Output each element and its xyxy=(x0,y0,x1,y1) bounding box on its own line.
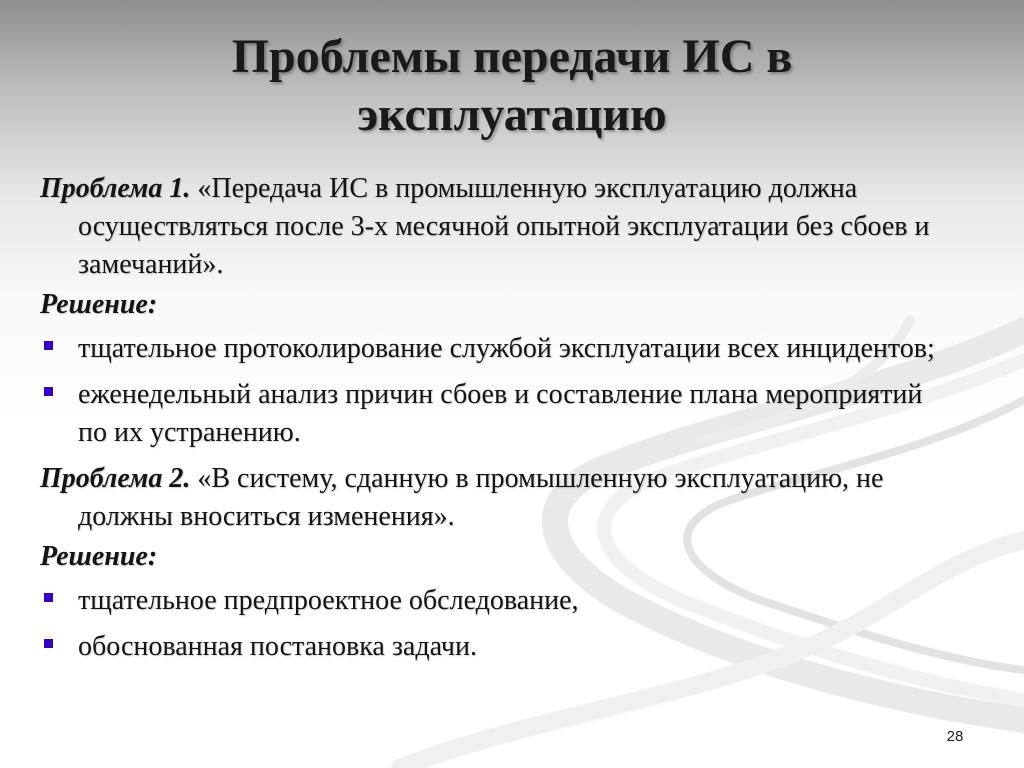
solution-1-bullet xyxy=(40,330,940,368)
bullet-text: тщательное протоколирование службой эксплуатации всех инцидентов; xyxy=(78,333,935,364)
square-bullet-icon xyxy=(44,639,53,648)
square-bullet-icon xyxy=(44,341,53,350)
problem-1-label: Проблема 1. xyxy=(40,173,191,204)
slide-content xyxy=(40,170,940,674)
solution-2-bullet xyxy=(40,582,940,620)
bullet-text: обоснованная постановка задачи. xyxy=(78,631,477,662)
bullet-text: еженедельный анализ причин сбоев и составление плана мероприятий по их устранению. xyxy=(78,379,923,448)
slide-number: 28 xyxy=(946,728,964,745)
problem-1-text: «Передача ИС в промышленную эксплуатацию должна осуществляться после 3-х месячной опытной эксплуатации без сбоев и замечаний». xyxy=(78,173,930,280)
solution-1-heading: Решение: xyxy=(40,289,158,320)
problem-2-label: Проблема 2. xyxy=(40,463,191,494)
solution-1-bullet xyxy=(40,376,940,452)
problem-2-text: «В систему, сданную в промышленную эксплуатацию, не должны вноситься изменения». xyxy=(78,463,884,532)
solution-2-heading: Решение: xyxy=(40,541,158,572)
problem-2 xyxy=(40,460,940,536)
square-bullet-icon xyxy=(44,593,53,602)
problem-1 xyxy=(40,170,940,284)
square-bullet-icon xyxy=(44,387,53,396)
slide-title: Проблемы передачи ИС в эксплуатацию xyxy=(231,30,793,141)
solution-2-bullet xyxy=(40,628,940,666)
bullet-text: тщательное предпроектное обследование, xyxy=(78,585,579,616)
